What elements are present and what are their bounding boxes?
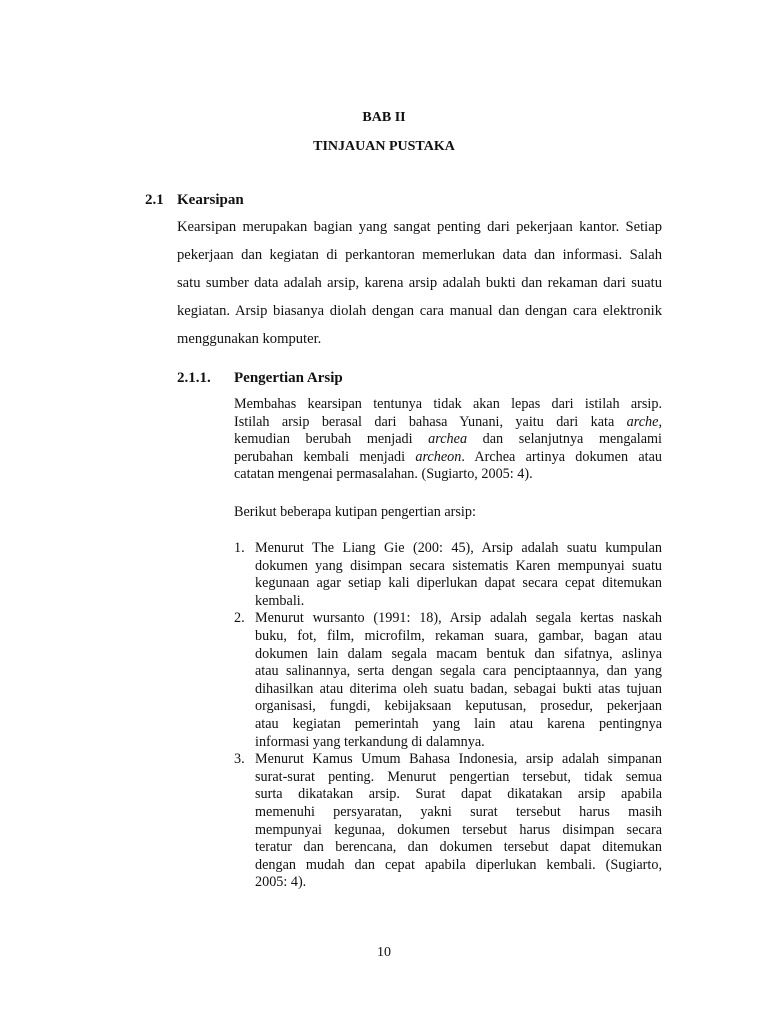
list-item-line: buku, fot, film, microfilm, rekaman suara, gambar, bagan atau [255,627,662,644]
para-line: Istilah arsip berasal dari bahasa Yunani, yaitu dari kata arche, [234,413,662,430]
list-item-number: 2. [234,610,245,627]
list-item-line: organisasi, fungdi, kebijaksaan keputusan, prosedur, pekerjaan [255,698,662,715]
section-line: Kearsipan merupakan bagian yang sangat penting dari pekerjaan kantor. Setiap [177,219,662,235]
list-item-number: 3. [234,751,245,768]
list-item-line: informasi yang terkandung di dalamnya. [255,733,485,750]
section-line: menggunakan komputer. [177,331,322,347]
list-item-line: 2005: 4). [255,874,307,891]
list-item-line: dihasilkan atau diterima oleh suatu badan, sebagai bukti atas tujuan [255,680,662,697]
para-line: catatan mengenai permasalahan. (Sugiarto, 2005: 4). [234,466,533,483]
list-item-line: surta dikatakan arsip. Surat dapat dikatakan arsip apabila [255,786,662,803]
list-item-line: mempunyai kegunaa, dokumen tersebut harus disimpan secara [255,821,662,838]
list-item-line: atau salinannya, serta dengan segala cara penciptaannya, dan yang [255,663,662,680]
para-line: Membahas kearsipan tentunya tidak akan lepas dari istilah arsip. [234,396,662,412]
section-paragraph [177,213,662,353]
list-item-line: dokumen yang disimpan secara sistematis Karen mempunyai suatu [255,557,662,574]
list-item [234,610,662,751]
list-intro: Berikut beberapa kutipan pengertian arsip: [234,504,476,520]
chapter-title: TINJAUAN PUSTAKA [313,139,455,154]
list-item-line: teratur dan berencana, dan dokumen tersebut dapat ditemukan [255,839,662,856]
list-item-line: kegunaan agar setiap kali diperlukan dapat secara cepat ditemukan [255,575,662,592]
list-item-line: Menurut wursanto (1991: 18), Arsip adalah segala kertas naskah [255,610,662,627]
list-item-line: surat-surat penting. Menurut pengertian tersebut, tidak semua [255,768,662,785]
subsection-paragraph [234,396,662,484]
chapter-label: BAB II [362,110,406,125]
section-title: Kearsipan [177,192,244,208]
list-item-line: dokumen lain dalam segala macam bentuk dan sifatnya, aslinya [255,645,662,662]
list-item-line: memenuhi persyaratan, yakni surat tersebut harus masih [255,803,662,820]
section-line: satu sumber data adalah arsip, karena arsip adalah bukti dan rekaman dari suatu [177,275,662,291]
definition-list [234,540,662,892]
section-line: pekerjaan dan kegiatan di perkantoran memerlukan data dan informasi. Salah [177,247,662,263]
list-item-number: 1. [234,540,245,556]
para-line: perubahan kembali menjadi archeon. Archea artinya dokumen atau [234,448,662,465]
subsection-number: 2.1.1. [177,370,211,386]
list-item [234,751,662,892]
page-number: 10 [377,945,391,960]
list-item-line: Menurut The Liang Gie (200: 45), Arsip adalah suatu kumpulan [255,540,662,556]
list-item-line: kembali. [255,592,305,609]
section-line: kegiatan. Arsip biasanya diolah dengan cara manual dan dengan cara elektronik [177,303,662,319]
section-number: 2.1 [145,192,164,208]
list-item-line: Menurut Kamus Umum Bahasa Indonesia, arsip adalah simpanan [255,751,662,768]
list-item-line: dengan mudah dan cepat apabila diperlukan kembali. (Sugiarto, [255,856,662,873]
para-line: kemudian berubah menjadi archea dan selanjutnya mengalami [234,431,662,448]
list-item [234,540,662,610]
subsection-title: Pengertian Arsip [234,370,343,386]
list-item-line: atau kegiatan pemerintah yang lain atau karena pentingnya [255,715,662,732]
